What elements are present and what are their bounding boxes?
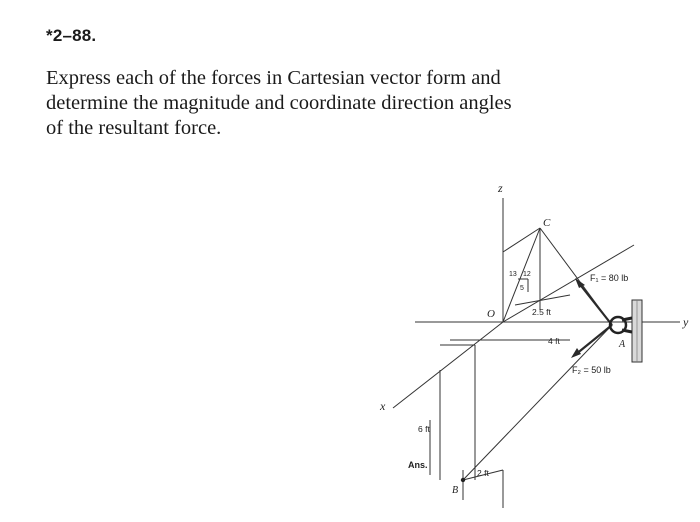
dimension-25ft-label: 2.5 ft <box>532 307 551 317</box>
x-axis <box>393 322 503 408</box>
axis-z-label: z <box>498 181 503 195</box>
point-c-label: C <box>543 217 551 229</box>
problem-line-2: determine the magnitude and coordinate direction angles <box>46 92 512 114</box>
force-f2-arrow <box>571 325 612 358</box>
axis-x-label: x <box>380 399 386 413</box>
force-f1-label: F₁ = 80 lb <box>590 273 629 283</box>
problem-line-3: of the resultant force. <box>46 117 222 139</box>
dimension-2ft-label: 2 ft <box>477 468 489 478</box>
projection-line <box>503 228 540 252</box>
dimension-line <box>515 295 570 305</box>
projection-line <box>503 245 634 322</box>
slope-13-label: 13 <box>509 271 517 278</box>
point-o-label: O <box>487 308 495 320</box>
force-f2-label: F₂ = 50 lb <box>572 365 611 375</box>
dimension-4ft-label: 4 ft <box>548 336 560 346</box>
point-a-label: A <box>619 339 626 350</box>
point-b-label: B <box>452 485 459 496</box>
force-f1-arrow <box>575 278 612 325</box>
point-b-marker <box>461 478 465 482</box>
answer-label: Ans. <box>408 460 428 470</box>
support-bracket <box>610 300 642 362</box>
axis-y-label: y <box>683 315 689 329</box>
problem-number: *2–88. <box>46 26 97 45</box>
problem-line-1: Express each of the forces in Cartesian vector form and <box>46 67 501 89</box>
projection-line <box>463 325 612 480</box>
dimension-6ft-label: 6 ft <box>418 424 430 434</box>
slope-5-label: 5 <box>520 285 524 292</box>
slope-12-label: 12 <box>523 271 531 278</box>
